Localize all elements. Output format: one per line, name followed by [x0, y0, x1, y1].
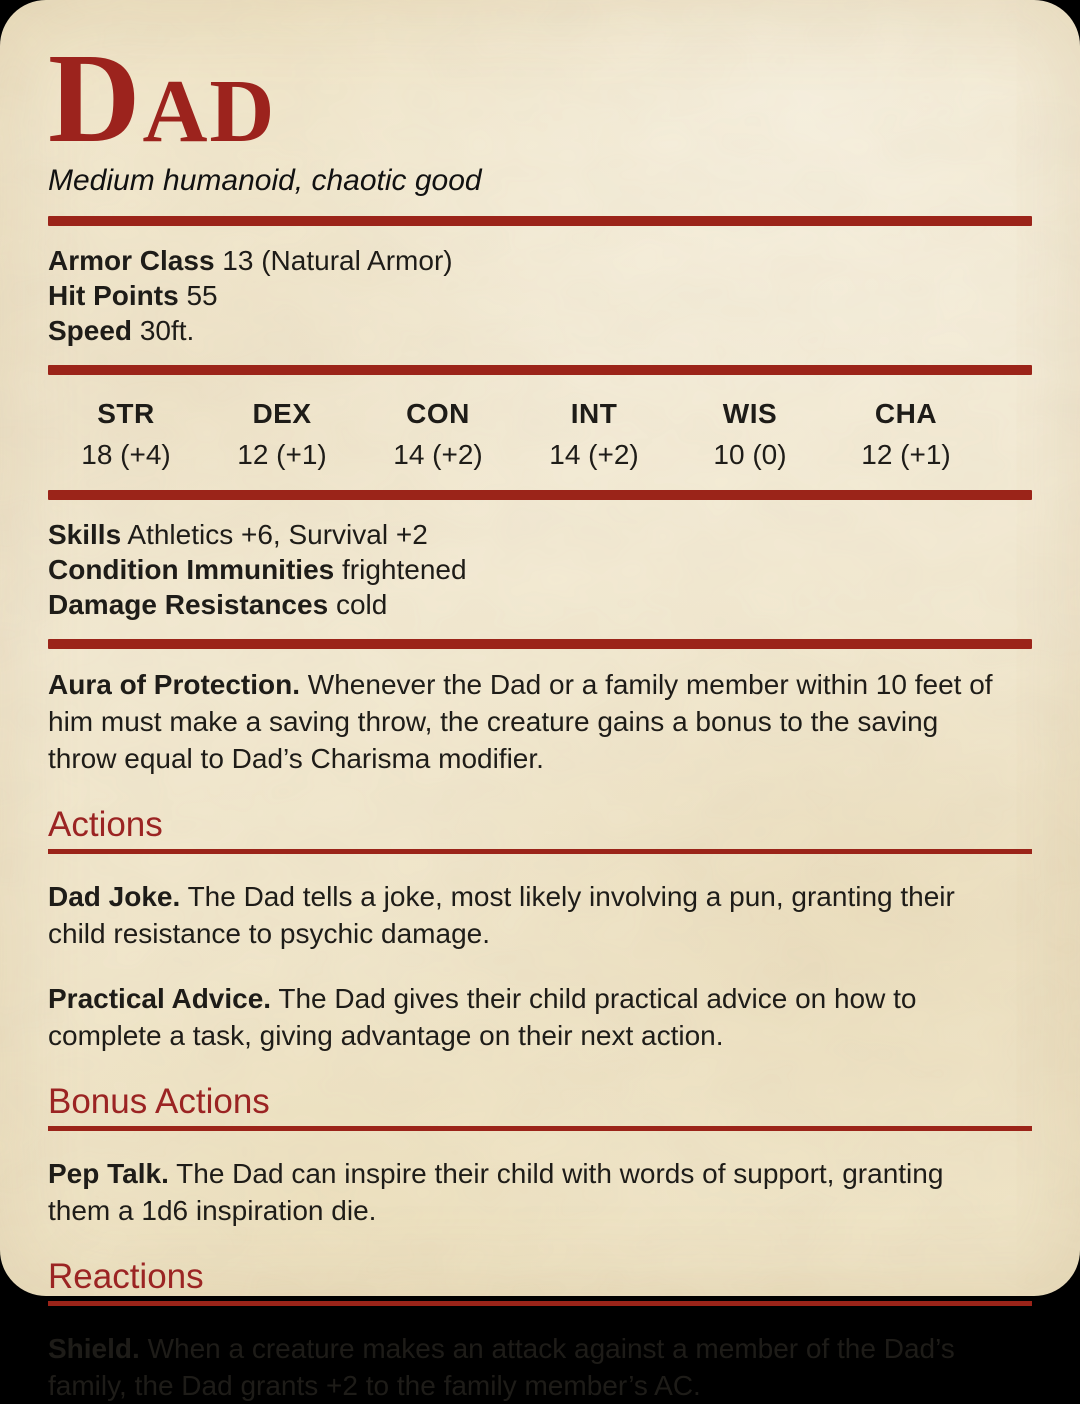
action-dad-joke [48, 878, 1008, 952]
ability-cha-score: 12 (+1) [861, 438, 951, 470]
action-text: The Dad gives their child practical advice on how to complete a task, giving advantage on their next action. [48, 982, 917, 1051]
ability-con-label: CON [406, 397, 470, 429]
ability-dex-score: 12 (+1) [237, 438, 327, 470]
ability-dex [204, 398, 360, 471]
creature-name-title: Dad [48, 27, 277, 169]
speed-label: Speed [48, 314, 133, 346]
speed-line [48, 313, 1032, 348]
hit-points-line [48, 278, 1032, 313]
bonus-action-name: Pep Talk. [48, 1157, 169, 1189]
ability-str [48, 398, 204, 471]
condition-immunities-value: frightened [342, 553, 467, 585]
red-divider [48, 639, 1032, 649]
armor-class-label: Armor Class [48, 244, 215, 276]
hit-points-value: 55 [186, 279, 218, 311]
ability-str-score: 18 (+4) [81, 438, 171, 470]
ability-int-label: INT [570, 397, 618, 429]
damage-resistances-value: cold [335, 588, 388, 620]
ability-scores-table [48, 392, 1032, 473]
hit-points-label: Hit Points [48, 279, 179, 311]
armor-class-line [48, 243, 1032, 278]
action-name: Practical Advice. [48, 982, 272, 1014]
ability-dex-label: DEX [252, 397, 312, 429]
reaction-text: When a creature makes an attack against a member of the Dad’s family, the Dad grants +2 to the family member’s AC. [48, 1332, 955, 1401]
action-practical-advice [48, 980, 1008, 1054]
ability-str-label: STR [97, 397, 155, 429]
skills-line [48, 517, 1032, 552]
trait-name: Aura of Protection. [48, 668, 301, 700]
ability-int [516, 398, 672, 471]
trait-text: Whenever the Dad or a family member within 10 feet of him must make a saving throw, the creature gains a bonus to the saving throw equal to Dad’s Charisma modifier. [48, 668, 993, 774]
reaction-shield [48, 1330, 1008, 1404]
ability-wis-label: WIS [722, 397, 778, 429]
creature-type-subtitle: Medium humanoid, chaotic good [48, 163, 482, 197]
reactions-heading: Reactions [48, 1257, 1032, 1306]
ability-int-score: 14 (+2) [549, 438, 639, 470]
bonus-action-pep-talk [48, 1155, 1008, 1229]
ability-wis-score: 10 (0) [713, 438, 787, 470]
ability-con-score: 14 (+2) [393, 438, 483, 470]
condition-immunities-label: Condition Immunities [48, 553, 335, 585]
skills-value: Athletics +6, Survival +2 [127, 518, 428, 550]
red-divider [48, 216, 1032, 226]
skills-label: Skills [48, 518, 122, 550]
ability-cha [828, 398, 984, 471]
damage-resistances-line [48, 587, 1032, 622]
action-text: The Dad tells a joke, most likely involving a pun, granting their child resistance to psychic damage. [48, 880, 955, 949]
armor-class-value: 13 (Natural Armor) [222, 244, 453, 276]
ability-con [360, 398, 516, 471]
red-divider [48, 365, 1032, 375]
trait-aura-of-protection [48, 666, 1008, 777]
bonus-action-text: The Dad can inspire their child with words of support, granting them a 1d6 inspiration die. [48, 1157, 944, 1226]
ability-wis [672, 398, 828, 471]
condition-immunities-line [48, 552, 1032, 587]
damage-resistances-label: Damage Resistances [48, 588, 329, 620]
ability-cha-label: CHA [874, 397, 938, 429]
red-divider [48, 490, 1032, 500]
action-name: Dad Joke. [48, 880, 181, 912]
bonus-actions-heading: Bonus Actions [48, 1082, 1032, 1131]
actions-heading: Actions [48, 805, 1032, 854]
reaction-name: Shield. [48, 1332, 140, 1364]
speed-value: 30ft. [139, 314, 195, 346]
